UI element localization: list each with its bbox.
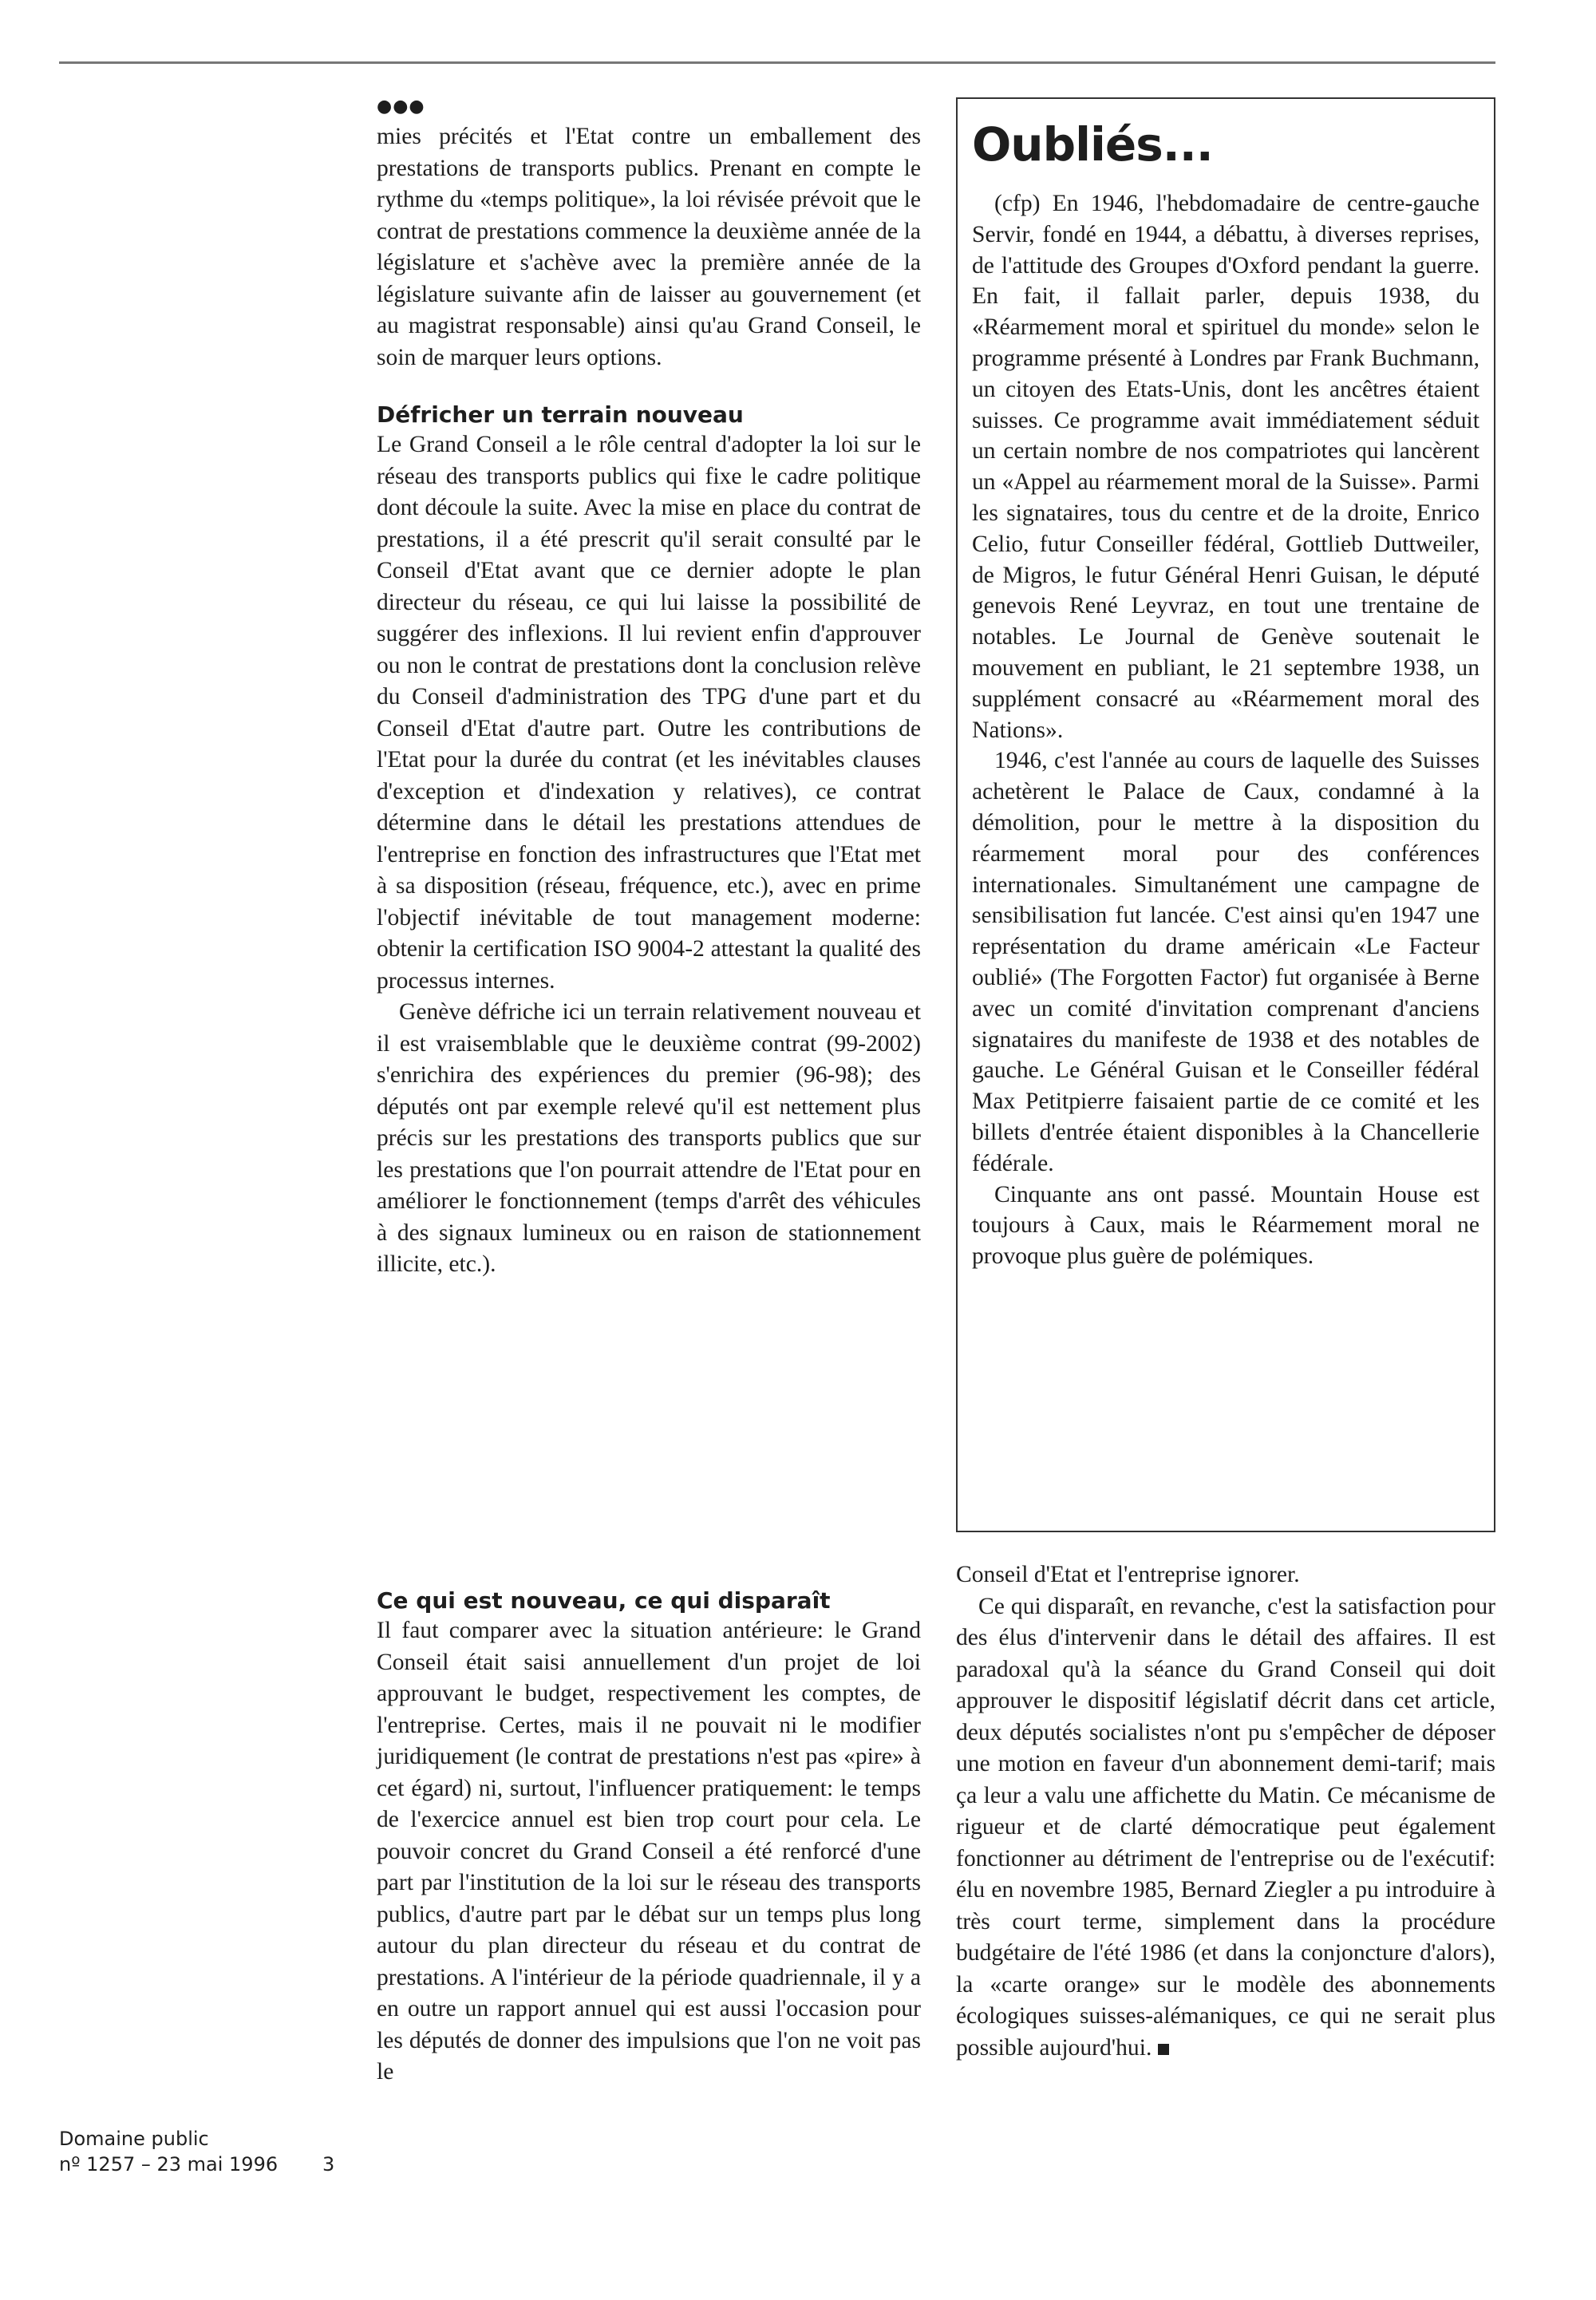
article-column-right — [956, 1559, 1495, 2064]
article-column-top — [377, 97, 921, 1281]
continuation-marker: ●●● — [377, 97, 425, 117]
sidebar-box — [956, 97, 1495, 1532]
end-of-article-mark — [1158, 2044, 1169, 2055]
sidebar-paragraph-1: (cfp) En 1946, l'hebdomadaire de centre-gauche Servir, fondé en 1944, a débattu, à diverses reprises, de l'attitude des Groupes d'Oxford pendant la guerre. En fait, il fallait parler, depuis 1938, du «Réarmement moral et spirituel du monde» selon le programme présenté à Londres par Frank Buchmann, un citoyen des Etats-Unis, dont les ancêtres étaient suisses. Ce programme avait immédiatement séduit un certain nombre de nos compatriotes qui lancèrent un «Appel au réarmement moral de la Suisse». Parmi les signataires, tous du centre et de la droite, Enrico Celio, futur Conseiller fédéral, Gottlieb Duttweiler, de Migros, le futur Général Henri Guisan, le député genevois René Leyvraz, en tout une trentaine de notables. Le Journal de Genève soutenait le mouvement en publiant, le 21 septembre 1938, un supplément consacré au «Réarmement moral des Nations». — [972, 191, 1479, 743]
section2-paragraph-1-end: Conseil d'Etat et l'entreprise ignorer. — [956, 1562, 1300, 1587]
section-heading-nouveau: Ce qui est nouveau, ce qui disparaît — [377, 1587, 831, 1614]
sidebar-title: Oubliés... — [972, 117, 1213, 172]
sidebar-paragraph-3: Cinquante ans ont passé. Mountain House est toujours à Caux, mais le Réarmement moral ne provoque plus guère de polémiques. — [972, 1181, 1479, 1270]
sidebar-body — [972, 188, 1479, 1272]
article-column-bottom — [377, 1587, 921, 2089]
section1-paragraph-1: Le Grand Conseil a le rôle central d'adopter la loi sur le réseau des transports publics qui fixe le cadre politique dont découle la suite. Avec la mise en place du contrat de prestations, il a été prescrit qu'il serait consulté par le Conseil d'Etat avant que ce dernier adopte le plan directeur du réseau, ce qui lui laisse la possibilité de suggérer des inflexions. Il lui revient enfin d'approuver ou non le contrat de prestations dont la conclusion relève du Conseil d'administration des TPG d'une part et du Conseil d'Etat d'autre part. Outre les contributions de l'Etat pour la durée du contrat (et les inévitables clauses d'exception et d'indexation y relatives), ce contrat détermine dans le détail les prestations attendues de l'entreprise en fonction des infrastructures que l'Etat met à sa disposition (réseau, fréquence, etc.), avec en prime l'objectif inévitable de tout management moderne: obtenir la certification ISO 9004-2 attestant la qualité des processus internes. — [377, 432, 921, 994]
page-number: 3 — [322, 2153, 335, 2176]
publication-name: Domaine public — [59, 2128, 209, 2150]
section2-paragraph-1: Il faut comparer avec la situation antérieure: le Grand Conseil était saisi annuellement d'un projet de loi approuvant le budget, respectivement les comptes, de l'entreprise. Certes, mais il ne pouvait ni le modifier juridiquement (le contrat de prestations n'est pas «pire» à cet égard) ni, surtout, l'influencer pratiquement: le temps de l'exercice annuel est bien trop court pour cela. Le pouvoir concret du Grand Conseil a été renforcé d'une part par l'institution de la loi sur le réseau des transports publics, d'autre part par le débat sur un temps plus long autour du plan directeur du réseau et du contrat de prestations. A l'intérieur de la période quadriennale, il y a en outre un rapport annuel qui est aussi l'occasion pour les députés de donner des impulsions que l'on ne voit pas le — [377, 1618, 921, 2085]
page-footer — [59, 2126, 335, 2177]
section-heading-defricher: Défricher un terrain nouveau — [377, 401, 744, 428]
top-rule — [59, 61, 1495, 64]
section2-paragraph-2-text: Ce qui disparaît, en revanche, c'est la satisfaction pour des élus d'intervenir dans le détail des affaires. Il est paradoxal qu'à la séance du Grand Conseil qui doit approuver le dispositif législatif décrit dans cet article, deux députés socialistes n'ont pu s'empêcher de déposer une motion en faveur d'un abonnement demi-tarif; mais ça leur a valu une affichette du Matin. Ce mécanisme de rigueur et de clarté démocratique peut également fonctionner au détriment de l'entreprise ou de l'exécutif: élu en novembre 1985, Bernard Ziegler a pu introduire à très court terme, simplement dans la procédure budgétaire de l'été 1986 (et dans la conjoncture d'alors), la «carte orange» sur le modèle des abonnements écologiques suisses-alémaniques, ce qui ne serait plus possible aujourd'hui. — [956, 1593, 1495, 2061]
sidebar-paragraph-2: 1946, c'est l'année au cours de laquelle des Suisses achetèrent le Palace de Caux, condamné à la démolition, pour le mettre à la disposition du réarmement moral pour des conférences internationales. Simultanément une campagne de sensibilisation fut lancée. C'est ainsi qu'en 1947 une représentation du drame américain «Le Facteur oublié» (The Forgotten Factor) fut organisée à Berne avec un comité d'invitation comprenant d'anciens signataires du manifeste de 1938 et des notables de gauche. Le Général Guisan et le Conseiller fédéral Max Petitpierre faisaient partie de ce comité et les billets d'entrée étaient disponibles à la Chancellerie fédérale. — [972, 748, 1479, 1176]
section-gap — [377, 373, 921, 401]
issue-date: nº 1257 – 23 mai 1996 — [59, 2153, 279, 2176]
section2-paragraph-2 — [956, 1591, 1495, 2065]
article-intro-paragraph: mies précités et l'Etat contre un emballement des prestations de transports publics. Prenant en compte le rythme du «temps politique», la loi révisée prévoit que le contrat de prestations commence la deuxième année de la législature et s'achève avec la première année de la législature suivante afin de laisser au gouvernement (et au magistrat responsable) ainsi qu'au Grand Conseil, le soin de marquer leurs options. — [377, 124, 921, 370]
section1-paragraph-2: Genève défriche ici un terrain relativement nouveau et il est vraisemblable que le deuxième contrat (99-2002) s'enrichira des expériences du premier (96-98); des députés ont par exemple relevé qu'il est nettement plus précis sur les prestations des transports publics que sur les prestations que l'on pourrait attendre de l'Etat pour en améliorer le fonctionnement (temps d'arrêt des véhicules à des signaux lumineux ou en raison de stationnement illicite, etc.). — [377, 999, 921, 1277]
